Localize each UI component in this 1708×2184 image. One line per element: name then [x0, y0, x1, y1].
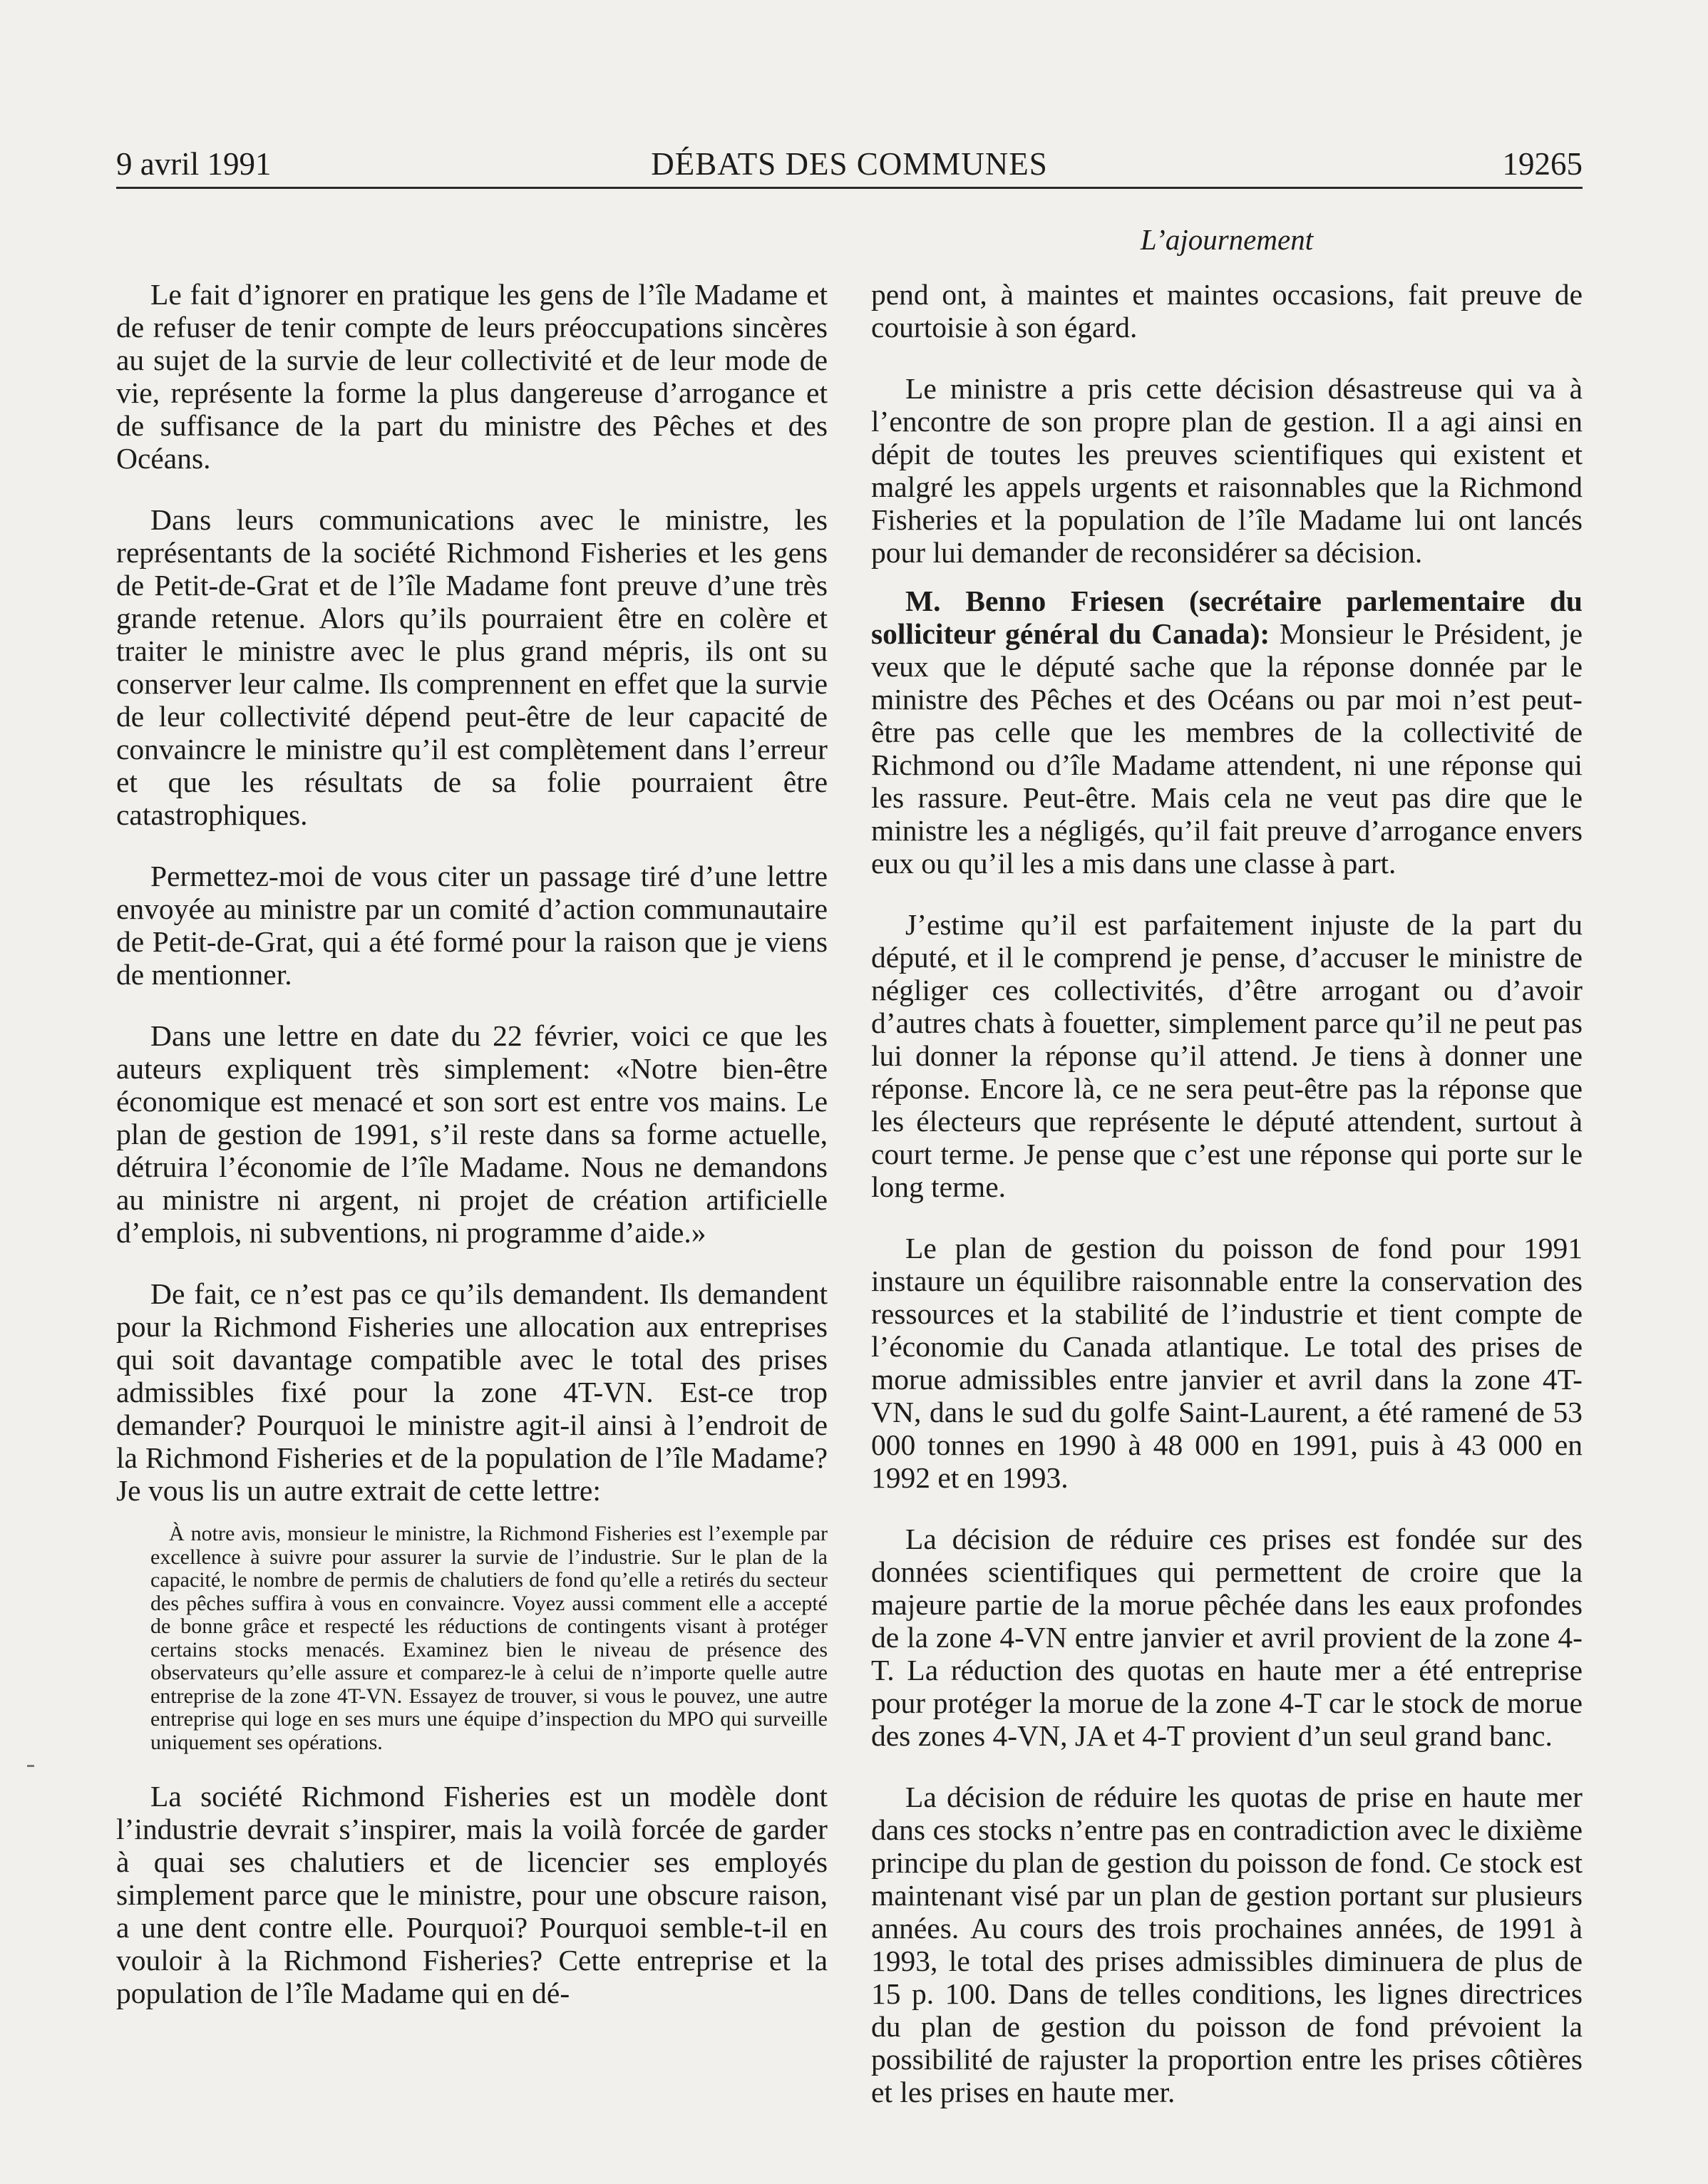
block-quote: À notre avis, monsieur le ministre, la Richmond Fisheries est l’exemple par excellence à suivre pour assurer la survie de l’industrie. Sur le plan de la capacité, le nombre de permis de chalutiers de fond qu’elle a retirés du secteur des pêches suffira à vous en convaincre. Voyez aussi comment elle a accepté de bonne grâce et respecté les réductions de contingents visant à protéger certains stocks menacés. Examinez bien le niveau de présence des observateurs qu’elle assure et comparez-le à celui de n’importe quelle autre entreprise de la zone 4T-VN. Essayez de trouver, si vous le pouvez, une autre entreprise qui loge en ses murs une équipe d’inspection du MPO qui surveille uniquement ses opérations. — [150, 1522, 828, 1754]
paragraph: Le ministre a pris cette décision désastreuse qui va à l’encontre de son propre plan de gestion. Il a agi ainsi en dépit de toutes les preuves scientifiques qui existent et malgré les appels urgents et raisonnables que la Richmond Fisheries et la population de l’île Madame lui ont lancés pour lui demander de reconsidérer sa décision. — [871, 372, 1583, 569]
publication-title: DÉBATS DES COMMUNES — [651, 146, 1048, 182]
paragraph: La décision de réduire ces prises est fondée sur des données scientifiques qui permettent de croire que la majeure partie de la morue pêchée dans les eaux profondes de la zone 4-VN entre janvier et avril provient de la zone 4-T. La réduction des quotas en haute mer a été entreprise pour protéger la morue de la zone 4-T car le stock de morue des zones 4-VN, JA et 4-T provient d’un seul grand banc. — [871, 1523, 1583, 1752]
paragraph-continued: pend ont, à maintes et maintes occasions, fait preuve de courtoisie à son égard. — [871, 278, 1583, 344]
header-rule — [116, 187, 1583, 189]
speaker-name: M. Benno Friesen (secrétaire parlementaire du solliciteur général du Canada): — [871, 584, 1583, 650]
paragraph: La société Richmond Fisheries est un modèle dont l’industrie devrait s’inspirer, mais la voilà forcée de garder à quai ses chalutiers et de licencier ses employés simplement parce que le ministre, pour une obscure raison, a une dent contre elle. Pourquoi? Pourquoi semble-t-il en vouloir à la Richmond Fisheries? Cette entreprise et la population de l’île Madame qui en dé- — [116, 1780, 828, 2009]
paragraph: Dans leurs communications avec le ministre, les représentants de la société Richmond Fisheries et les gens de Petit-de-Grat et de l’île Madame font preuve d’une très grande retenue. Alors qu’ils pourraient être en colère et traiter le ministre avec le plus grand mépris, ils ont su conserver leur calme. Ils comprennent en effet que la survie de leur collectivité dépend peut-être de leur capacité de convaincre le ministre qu’il est complètement dans l’erreur et que les résultats de sa folie pourraient être catastrophiques. — [116, 503, 828, 831]
paragraph: Dans une lettre en date du 22 février, voici ce que les auteurs expliquent très simplement: «Notre bien-être économique est menacé et son sort est entre vos mains. Le plan de gestion de 1991, s’il reste dans sa forme actuelle, détruira l’économie de l’île Madame. Nous ne demandons au ministre ni argent, ni projet de création artificielle d’emplois, ni subventions, ni programme d’aide.» — [116, 1019, 828, 1249]
left-column — [116, 278, 828, 2038]
paragraph: Le fait d’ignorer en pratique les gens de l’île Madame et de refuser de tenir compte de leurs préoccupations sincères au sujet de la survie de leur collectivité et de leur mode de vie, représente la forme la plus dangereuse d’arrogance et de suffisance de la part du ministre des Pêches et des Océans. — [116, 278, 828, 475]
page-number: 19265 — [1502, 146, 1583, 182]
paragraph: La décision de réduire les quotas de prise en haute mer dans ces stocks n’entre pas en contradiction avec le dixième principe du plan de gestion du poisson de fond. Ce stock est maintenant visé par un plan de gestion portant sur plusieurs années. Au cours des trois prochaines années, de 1991 à 1993, le total des prises admissibles diminuera de plus de 15 p. 100. Dans de telles conditions, les lignes directrices du plan de gestion du poisson de fond prévoient la possibilité de rajuster la proportion entre les prises côtières et les prises en haute mer. — [871, 1781, 1583, 2108]
paragraph: De fait, ce n’est pas ce qu’ils demandent. Ils demandent pour la Richmond Fisheries une allocation aux entreprises qui soit davantage compatible avec le total des prises admissibles fixé pour la zone 4T-VN. Est-ce trop demander? Pourquoi le ministre agit-il ainsi à l’endroit de la Richmond Fisheries et de la population de l’île Madame? Je vous lis un autre extrait de cette lettre: — [116, 1277, 828, 1507]
speech-paragraph — [871, 584, 1583, 880]
right-column — [871, 278, 1583, 2137]
header-date: 9 avril 1991 — [116, 146, 272, 182]
paragraph: J’estime qu’il est parfaitement injuste de la part du député, et il le comprend je pense, d’accuser le ministre de négliger ces collectivités, d’être arrogant ou d’avoir d’autres chats à fouetter, simplement parce qu’il ne peut pas lui donner la réponse qu’il attend. Je tiens à donner une réponse. Encore là, ce ne sera peut-être pas la réponse que les électeurs que représente le député attendent, surtout à court terme. Je pense que c’est une réponse qui porte sur le long terme. — [871, 908, 1583, 1203]
page-header — [116, 145, 1583, 188]
margin-mark — [27, 1765, 34, 1767]
paragraph: Le plan de gestion du poisson de fond pour 1991 instaure un équilibre raisonnable entre la conservation des ressources et la stabilité de l’industrie et tient compte de l’économie du Canada atlantique. Le total des prises de morue admissibles entre janvier et avril dans la zone 4T-VN, dans le sud du golfe Saint-Laurent, a été ramené de 53 000 tonnes en 1990 à 48 000 en 1991, puis à 43 000 en 1992 et en 1993. — [871, 1232, 1583, 1494]
speech-text: Monsieur le Président, je veux que le député sache que la réponse donnée par le ministre des Pêches et des Océans ou par moi n’est peut-être pas celle que les membres de la collectivité de Richmond ou d’île Madame attendent, ni une réponse qui les rassure. Peut-être. Mais cela ne veut pas dire que le ministre les a négligés, qu’il fait preuve d’arrogance envers eux ou qu’il les a mis dans une classe à part. — [871, 617, 1583, 880]
paragraph: Permettez-moi de vous citer un passage tiré d’une lettre envoyée au ministre par un comité d’action communautaire de Petit-de-Grat, qui a été formé pour la raison que je viens de mentionner. — [116, 860, 828, 991]
running-head: L’ajournement — [1140, 223, 1314, 256]
